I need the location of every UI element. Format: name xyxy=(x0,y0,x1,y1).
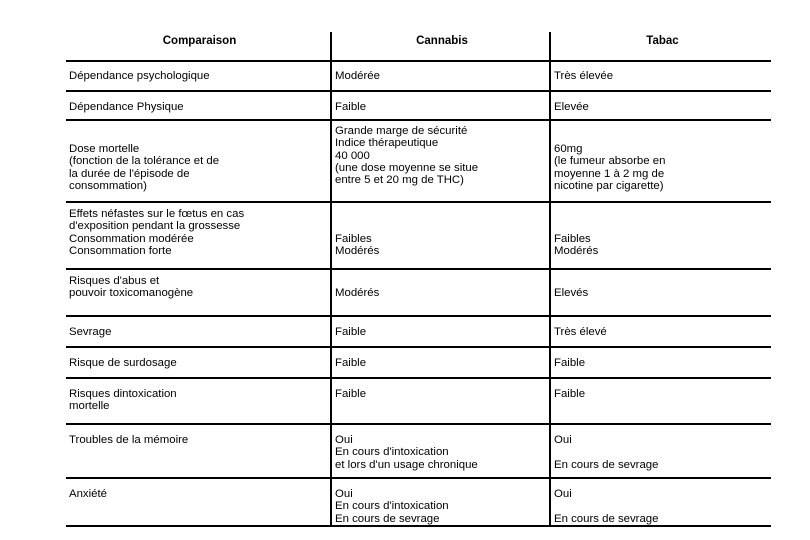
cell-text-line: Très élevé xyxy=(554,326,607,338)
cell-text-line: Oui xyxy=(335,434,353,446)
cell-text-line: Faible xyxy=(335,326,367,338)
tabac-cell xyxy=(549,348,771,377)
cell-text-line: Très élevée xyxy=(554,70,614,82)
cell-text-line: Faible xyxy=(335,101,367,113)
table-row xyxy=(66,479,771,527)
tabac-cell xyxy=(549,62,771,90)
cell-text-line: d'exposition pendant la grossesse xyxy=(69,220,241,233)
table-row xyxy=(66,92,771,121)
tabac-cell xyxy=(549,203,771,268)
cell-text-line: Modérée xyxy=(335,70,380,82)
cell-text-line: moyenne 1 à 2 mg de xyxy=(554,167,665,180)
cannabis-cell xyxy=(330,270,549,315)
cell-text-line: Risque de surdosage xyxy=(69,357,177,369)
cell-text-line: (le fumeur absorbe en xyxy=(554,155,666,168)
row-label-cell xyxy=(66,379,330,423)
cell-text-line: Modérés xyxy=(335,245,380,258)
table-row xyxy=(66,317,771,348)
cell-text-line: Anxiété xyxy=(69,488,107,500)
cell-text-line: Sevrage xyxy=(69,326,112,338)
row-label-cell xyxy=(66,425,330,477)
table-row xyxy=(66,348,771,379)
cell-text-line: (une dose moyenne se situe xyxy=(335,161,479,174)
cell-text-line: Consommation modérée xyxy=(69,232,194,245)
cell-text-line: Effets néfastes sur le fœtus en cas xyxy=(69,208,245,220)
row-label-cell xyxy=(66,348,330,377)
cell-text-line: (fonction de la tolérance et de xyxy=(69,155,220,168)
row-label-cell xyxy=(66,92,330,119)
cell-text-line: Modérés xyxy=(335,287,380,299)
cell-text-line: Consommation forte xyxy=(69,244,172,257)
row-label-cell xyxy=(66,62,330,90)
cell-text-line: Faible xyxy=(554,388,586,400)
cannabis-cell xyxy=(330,92,549,119)
table-row xyxy=(66,121,771,203)
table-row xyxy=(66,270,771,317)
tabac-cell xyxy=(549,317,771,346)
cannabis-cell xyxy=(330,62,549,90)
row-label-cell xyxy=(66,317,330,346)
table-row xyxy=(66,379,771,425)
cell-text-line: Oui xyxy=(554,434,572,446)
row-label-cell xyxy=(66,121,330,201)
cannabis-cell xyxy=(330,379,549,423)
cell-text-line: Oui xyxy=(554,488,572,500)
tabac-cell xyxy=(549,379,771,423)
table-header-row xyxy=(66,32,771,62)
cell-text-line: 60mg xyxy=(554,143,583,155)
cell-text-line: Elevés xyxy=(554,287,589,299)
tabac-cell xyxy=(549,270,771,315)
cell-text-line: Risques d'abus et xyxy=(69,275,160,287)
cell-text-line: En cours de sevrage xyxy=(335,512,440,525)
comparison-table xyxy=(66,32,771,527)
cannabis-cell xyxy=(330,425,549,477)
cell-text-line: et lors d'un usage chronique xyxy=(335,458,478,471)
header-tabac: Tabac xyxy=(549,32,771,60)
cell-text-line: Faible xyxy=(335,357,367,369)
cannabis-cell xyxy=(330,479,549,525)
row-label-cell xyxy=(66,203,330,268)
cell-text-line: En cours de sevrage xyxy=(554,512,659,525)
cell-text-line: 40 000 xyxy=(335,149,370,162)
cell-text-line: Troubles de la mémoire xyxy=(69,434,189,446)
cell-text-line: mortelle xyxy=(69,400,110,413)
cell-text-line: Dose mortelle xyxy=(69,143,140,155)
tabac-cell xyxy=(549,479,771,525)
cell-text-line: Elevée xyxy=(554,101,589,113)
cell-text-line: Risques dintoxication xyxy=(69,388,177,400)
cell-text-line: Oui xyxy=(335,488,353,500)
header-comparaison: Comparaison xyxy=(162,35,237,47)
cell-text-line: Dépendance psychologique xyxy=(69,70,210,82)
cell-text-line: Faible xyxy=(335,388,367,400)
cell-text-line: Indice thérapeutique xyxy=(335,137,439,150)
table-row xyxy=(66,62,771,92)
cell-text-line: Modérés xyxy=(554,245,599,258)
cell-text-line: En cours d'intoxication xyxy=(335,500,449,513)
cannabis-cell xyxy=(330,203,549,268)
cannabis-cell xyxy=(330,121,549,201)
cell-text-line: entre 5 et 20 mg de THC) xyxy=(335,174,464,187)
tabac-cell xyxy=(549,121,771,201)
cell-text-line: consommation) xyxy=(69,179,147,192)
cell-text-line: la durée de l'épisode de xyxy=(69,167,190,180)
tabac-cell xyxy=(549,92,771,119)
tabac-cell xyxy=(549,425,771,477)
cannabis-cell xyxy=(330,317,549,346)
row-label-cell xyxy=(66,270,330,315)
table-row xyxy=(66,203,771,270)
cell-text-line: pouvoir toxicomanogène xyxy=(69,287,194,300)
table-body xyxy=(66,62,771,527)
cell-text-line: En cours d'intoxication xyxy=(335,446,449,459)
cell-text-line: En cours de sevrage xyxy=(554,458,659,471)
cell-text-line: Faible xyxy=(554,357,586,369)
table-row xyxy=(66,425,771,479)
cell-text-line: Faibles xyxy=(335,233,372,245)
cell-text-line: nicotine par cigarette) xyxy=(554,179,664,192)
row-label-cell xyxy=(66,479,330,525)
cell-text-line: Grande marge de sécurité xyxy=(335,125,468,137)
cell-text-line: Dépendance Physique xyxy=(69,101,184,113)
cell-text-line: Faibles xyxy=(554,233,591,245)
cannabis-cell xyxy=(330,348,549,377)
header-cannabis: Cannabis xyxy=(330,32,549,60)
